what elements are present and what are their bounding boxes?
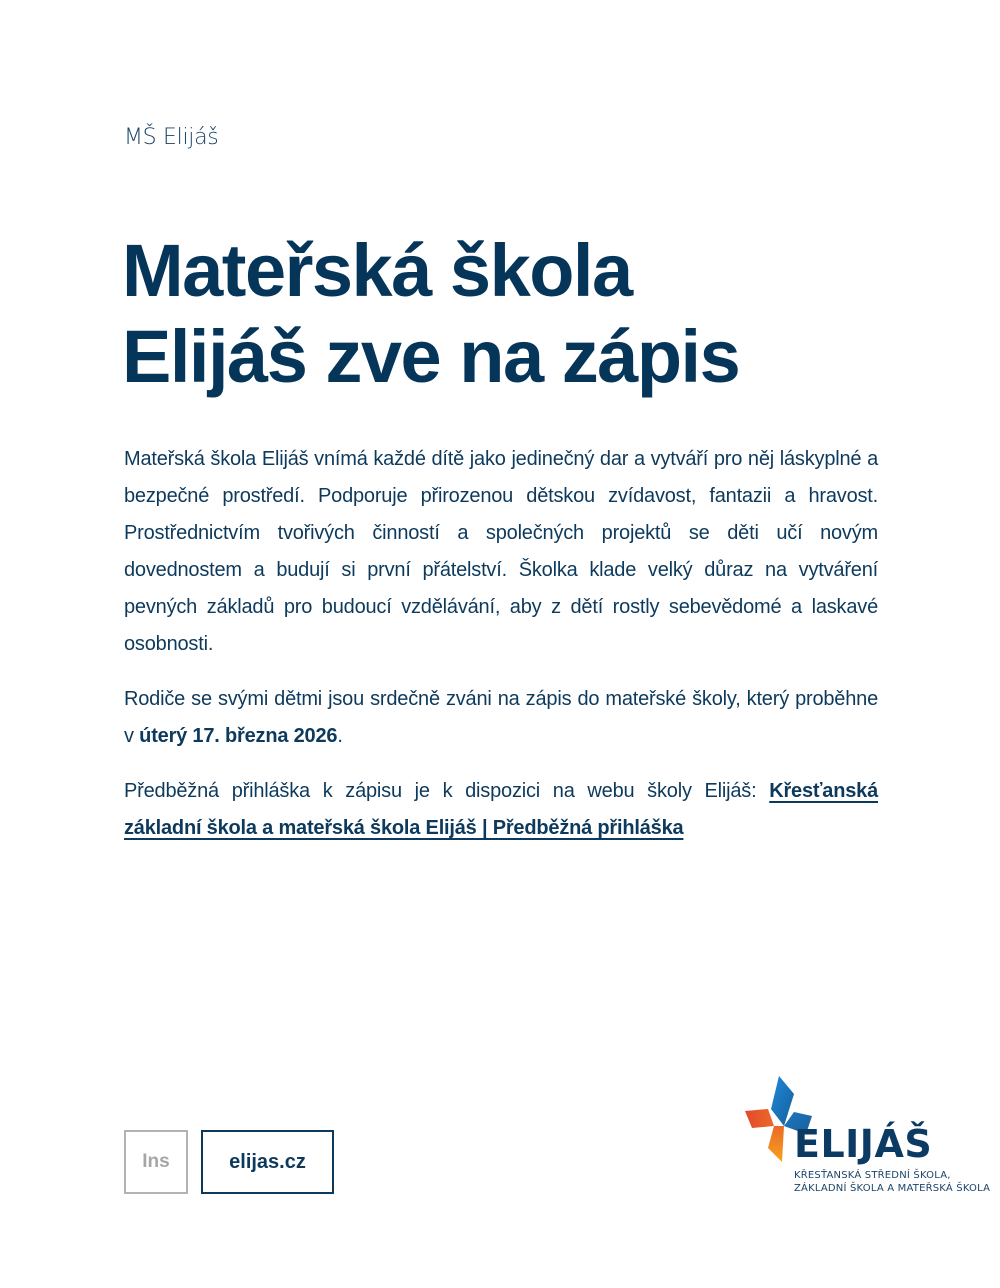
enrollment-date: úterý 17. března 2026 [139, 725, 338, 747]
title-line-1: Mateřská škola [122, 229, 632, 312]
school-kicker: MŠ Elijáš [124, 125, 219, 150]
footer-badges [124, 1130, 334, 1194]
enrollment-text: Rodiče se svými dětmi jsou srdečně zváni na zápis do mateřské školy, který proběhne v [124, 688, 878, 747]
elijas-logo [744, 1074, 1000, 1198]
application-link[interactable]: Křesťanská základní škola a mateřská škola Elijáš | Předběžná přihláška [124, 780, 878, 839]
page-title [122, 228, 882, 400]
application-text: Předběžná přihláška k zápisu je k dispozici na webu školy Elijáš: [124, 780, 770, 802]
application-paragraph [124, 773, 878, 847]
enrollment-suffix: . [337, 725, 343, 747]
intro-paragraph: Mateřská škola Elijáš vnímá každé dítě jako jedinečný dar a vytváří pro něj láskyplné a bezpečné prostředí. Podporuje přirozenou dětskou zvídavost, fantazii a hravost. Prostřednictvím tvořivých činností a společných projektů se děti učí novým dovednostem a budují si první přátelství. Školka klade velký důraz na vytváření pevných základů pro budoucí vzdělávání, aby z dětí rostly sebevědomé a laskavé osobnosti. [124, 448, 878, 655]
logo-subtitle-line-1: KŘESŤANSKÁ STŘEDNÍ ŠKOLA, [794, 1170, 951, 1181]
flyer-page [122, 0, 991, 1288]
logo-subtitle [794, 1169, 990, 1195]
ins-badge: Ins [124, 1130, 188, 1194]
logo-subtitle-line-2: ZÁKLADNÍ ŠKOLA A MATEŘSKÁ ŠKOLA [794, 1183, 991, 1194]
logo-wordmark: ELIJÁŠ [794, 1122, 933, 1166]
body-content [124, 441, 878, 865]
enrollment-paragraph [124, 681, 878, 755]
title-line-2: Elijáš zve na zápis [122, 315, 740, 398]
website-link[interactable]: elijas.cz [201, 1130, 334, 1194]
